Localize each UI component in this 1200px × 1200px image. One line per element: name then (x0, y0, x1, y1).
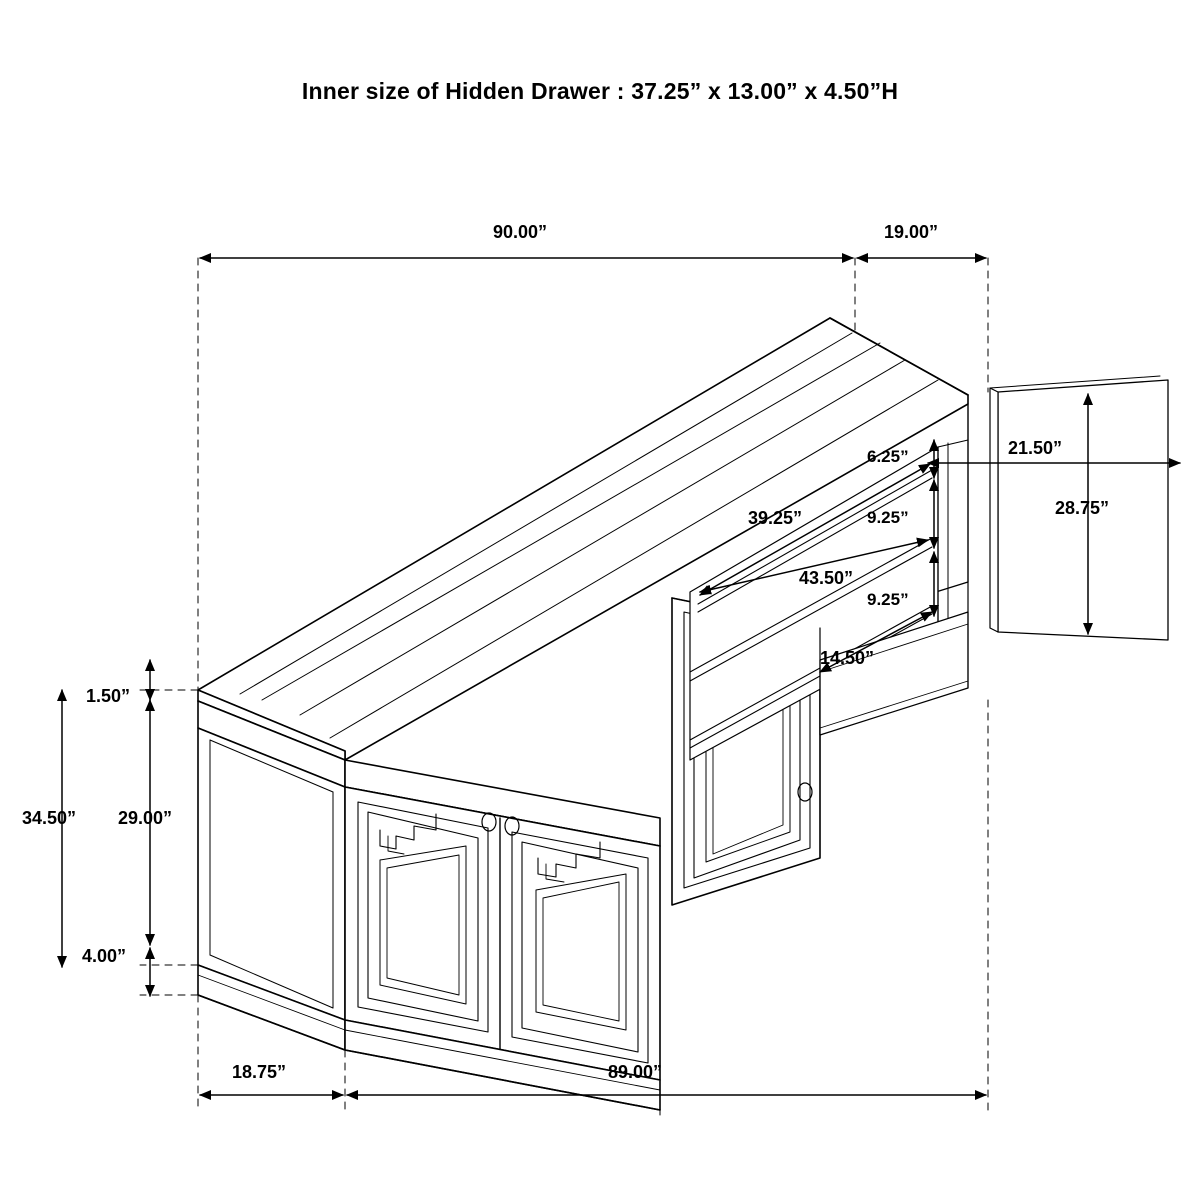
dimension-base-depth: 18.75” (232, 1062, 287, 1082)
dimension-base-height: 4.00” (82, 946, 127, 966)
dimension-top-thickness: 1.50” (86, 686, 131, 706)
dimension-door-panel-width: 21.50” (1008, 438, 1063, 458)
dimension-body-height: 29.00” (118, 808, 173, 828)
dimension-base-width: 89.00” (608, 1062, 663, 1082)
dimension-interior-width-upper: 39.25” (748, 508, 803, 528)
dimension-shelf-gap-top: 6.25” (867, 447, 909, 466)
dimension-total-height: 34.50” (22, 808, 77, 828)
dimension-top-width-side: 19.00” (884, 222, 939, 242)
dimension-shelf-gap-mid: 9.25” (867, 508, 909, 527)
dimension-top-width-main: 90.00” (493, 222, 548, 242)
page-title: Inner size of Hidden Drawer : 37.25” x 13.00” x 4.50”H (301, 78, 899, 104)
dimension-door-panel-height: 28.75” (1055, 498, 1110, 518)
dimension-shelf-gap-low: 9.25” (867, 590, 909, 609)
dimension-interior-width-lower: 43.50” (799, 568, 854, 588)
dimension-interior-depth: 14.50” (820, 648, 875, 668)
